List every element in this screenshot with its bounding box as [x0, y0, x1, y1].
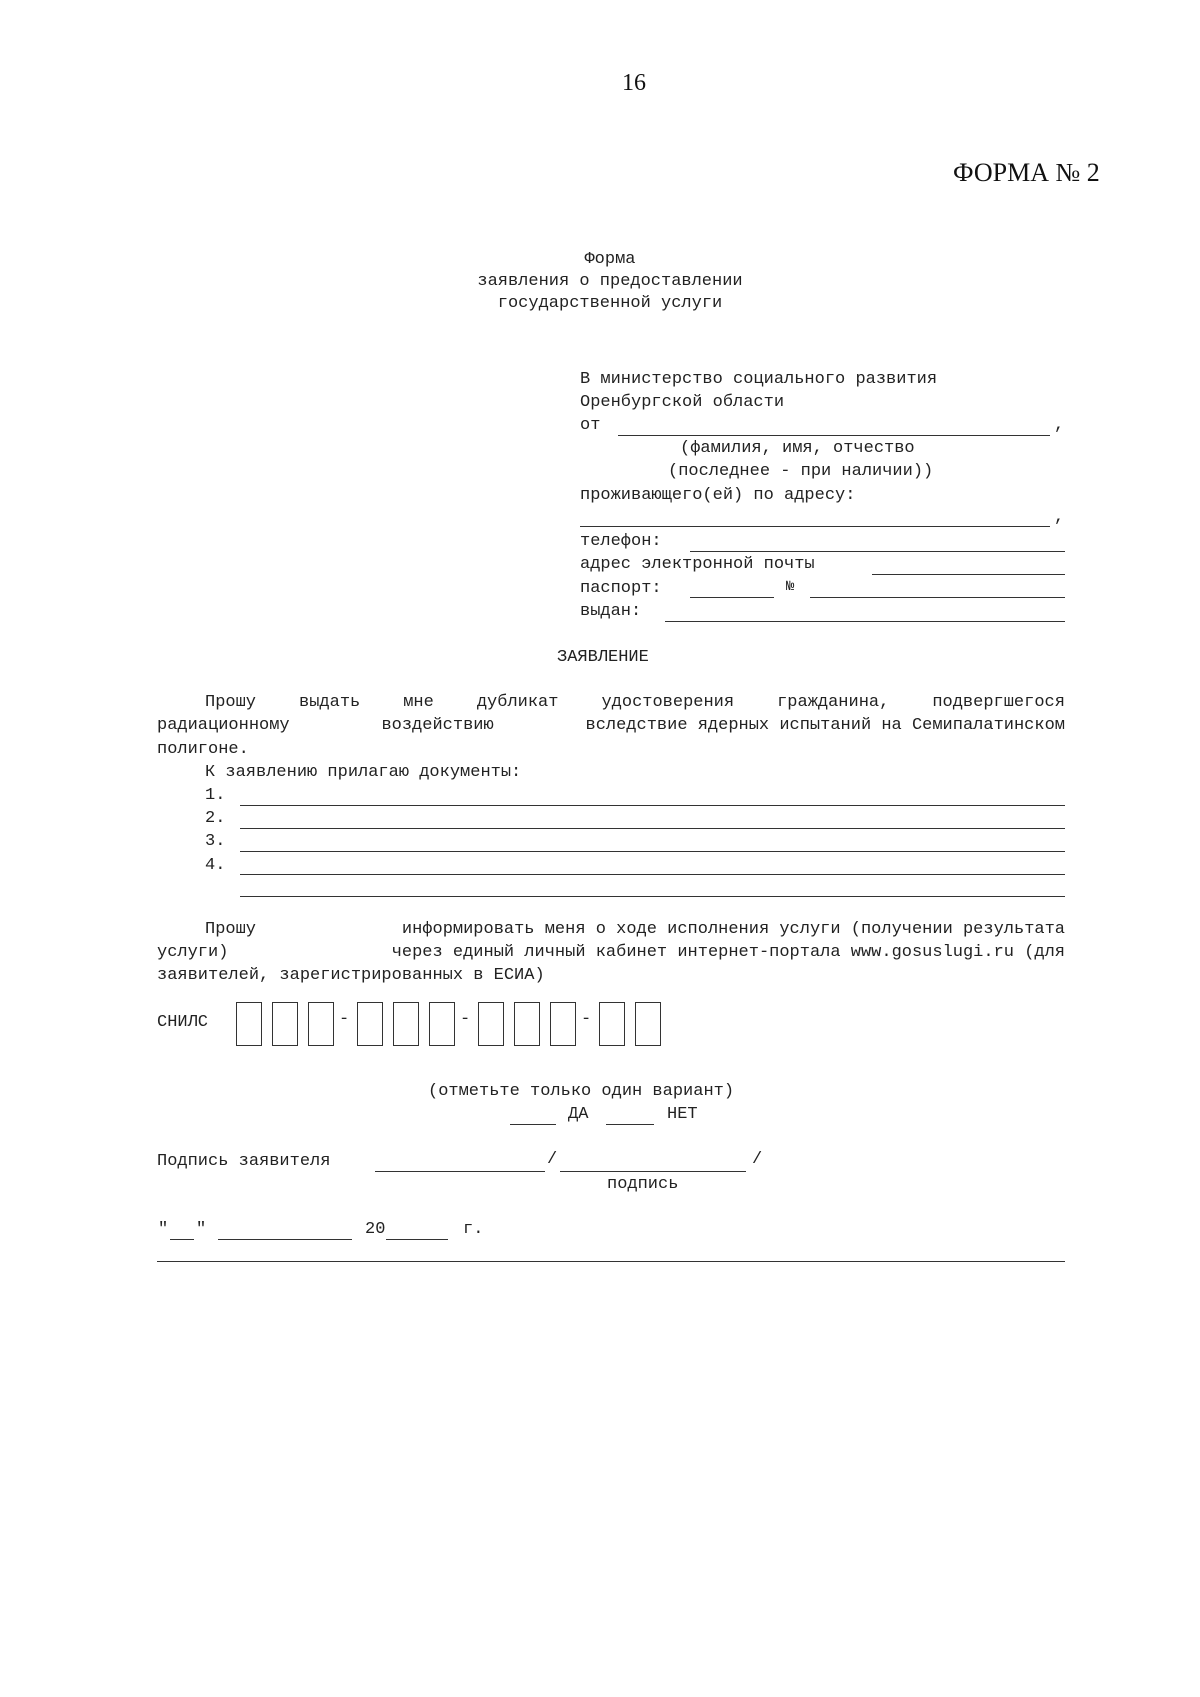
- date-month-field[interactable]: [218, 1239, 352, 1240]
- attachment-number: 4.: [205, 856, 226, 875]
- phone-label: телефон:: [580, 532, 662, 551]
- signature-label: Подпись заявителя: [157, 1152, 331, 1171]
- snils-digit-box[interactable]: [308, 1002, 334, 1046]
- paragraph-2-line2: [157, 943, 1065, 962]
- word: гражданина,: [777, 693, 890, 712]
- paragraph-1-line1: [205, 693, 1065, 712]
- issued-field[interactable]: [665, 621, 1065, 622]
- word: радиационному: [157, 716, 290, 735]
- yes-label: ДА: [568, 1105, 589, 1124]
- passport-number-field[interactable]: [810, 597, 1065, 598]
- slash: /: [752, 1150, 763, 1169]
- page-number: 16: [622, 70, 646, 96]
- snils-separator: -: [581, 1010, 592, 1029]
- comma: ,: [1054, 508, 1065, 527]
- snils-separator: -: [460, 1010, 471, 1029]
- form-title-line2: заявления о предоставлении: [477, 272, 743, 291]
- phone-field[interactable]: [690, 551, 1065, 552]
- word: дубликат: [476, 693, 559, 712]
- fio-hint-line1: (фамилия, имя, отчество: [680, 439, 915, 458]
- paragraph-2-line1: [205, 920, 1065, 939]
- word: информировать меня о ходе исполнения услуги (получении результата: [401, 920, 1065, 939]
- snils-digit-box[interactable]: [599, 1002, 625, 1046]
- date-quote-close: ": [196, 1220, 207, 1239]
- word: Прошу: [205, 920, 257, 939]
- snils-label: СНИЛС: [157, 1013, 209, 1032]
- comma: ,: [1054, 416, 1065, 435]
- date-day-field[interactable]: [170, 1239, 194, 1240]
- date-year-prefix: 20: [365, 1220, 386, 1239]
- address-label: проживающего(ей) по адресу:: [580, 486, 856, 505]
- form-number: ФОРМА № 2: [953, 158, 1100, 187]
- word: удостоверения: [601, 693, 735, 712]
- passport-label: паспорт:: [580, 579, 662, 598]
- date-quote-open: ": [158, 1220, 169, 1239]
- snils-digit-box[interactable]: [514, 1002, 540, 1046]
- attachment-field-2[interactable]: [240, 828, 1065, 829]
- date-year-field[interactable]: [386, 1239, 448, 1240]
- paragraph-2-line3: заявителей, зарегистрированных в ЕСИА): [157, 966, 545, 985]
- snils-digit-box[interactable]: [357, 1002, 383, 1046]
- slash: /: [547, 1150, 558, 1169]
- word: воздействию: [381, 716, 494, 735]
- snils-digit-box[interactable]: [429, 1002, 455, 1046]
- attachment-field-extra[interactable]: [240, 896, 1065, 897]
- email-field[interactable]: [872, 574, 1065, 575]
- attachment-field-4[interactable]: [240, 874, 1065, 875]
- word: подвергшегося: [932, 693, 1065, 712]
- form-title-line1: Форма: [584, 250, 636, 269]
- bottom-divider: [157, 1261, 1065, 1262]
- snils-digit-box[interactable]: [236, 1002, 262, 1046]
- email-label: адрес электронной почты: [580, 555, 815, 574]
- no-checkbox-field[interactable]: [606, 1124, 654, 1125]
- from-label: от: [580, 416, 601, 435]
- word: вследствие ядерных испытаний на Семипалатинском: [585, 716, 1065, 735]
- fio-hint-line2: (последнее - при наличии)): [668, 462, 934, 481]
- attachment-field-3[interactable]: [240, 851, 1065, 852]
- addressee-line1: В министерство социального развития: [580, 370, 938, 389]
- word: Прошу: [205, 693, 257, 712]
- address-field[interactable]: [580, 526, 1050, 527]
- statement-heading: ЗАЯВЛЕНИЕ: [557, 648, 649, 667]
- form-title-line3: государственной услуги: [497, 294, 723, 313]
- choice-hint: (отметьте только один вариант): [428, 1082, 735, 1101]
- yes-checkbox-field[interactable]: [510, 1124, 556, 1125]
- signature-name-field[interactable]: [560, 1171, 746, 1172]
- paragraph-1-line2: [157, 716, 1065, 735]
- attachments-label: К заявлению прилагаю документы:: [205, 763, 522, 782]
- number-sign: №: [786, 579, 795, 595]
- date-year-suffix: г.: [463, 1220, 484, 1239]
- word: выдать: [299, 693, 361, 712]
- snils-separator: -: [339, 1010, 350, 1029]
- attachment-field-1[interactable]: [240, 805, 1065, 806]
- issued-label: выдан:: [580, 602, 642, 621]
- passport-series-field[interactable]: [690, 597, 774, 598]
- snils-digit-box[interactable]: [550, 1002, 576, 1046]
- attachment-number: 3.: [205, 832, 226, 851]
- no-label: НЕТ: [667, 1105, 698, 1124]
- word: через единый личный кабинет интернет-портала www.gosuslugi.ru (для: [391, 943, 1065, 962]
- addressee-line2: Оренбургской области: [580, 393, 785, 412]
- attachment-number: 1.: [205, 786, 226, 805]
- signature-caption: подпись: [607, 1175, 679, 1194]
- snils-digit-box[interactable]: [635, 1002, 661, 1046]
- snils-digit-box[interactable]: [478, 1002, 504, 1046]
- signature-field[interactable]: [375, 1171, 545, 1172]
- from-fio-field[interactable]: [618, 435, 1050, 436]
- attachment-number: 2.: [205, 809, 226, 828]
- paragraph-1-line3: полигоне.: [157, 740, 249, 759]
- snils-digit-box[interactable]: [393, 1002, 419, 1046]
- snils-digit-box[interactable]: [272, 1002, 298, 1046]
- word: услуги): [157, 943, 229, 962]
- word: мне: [403, 693, 434, 712]
